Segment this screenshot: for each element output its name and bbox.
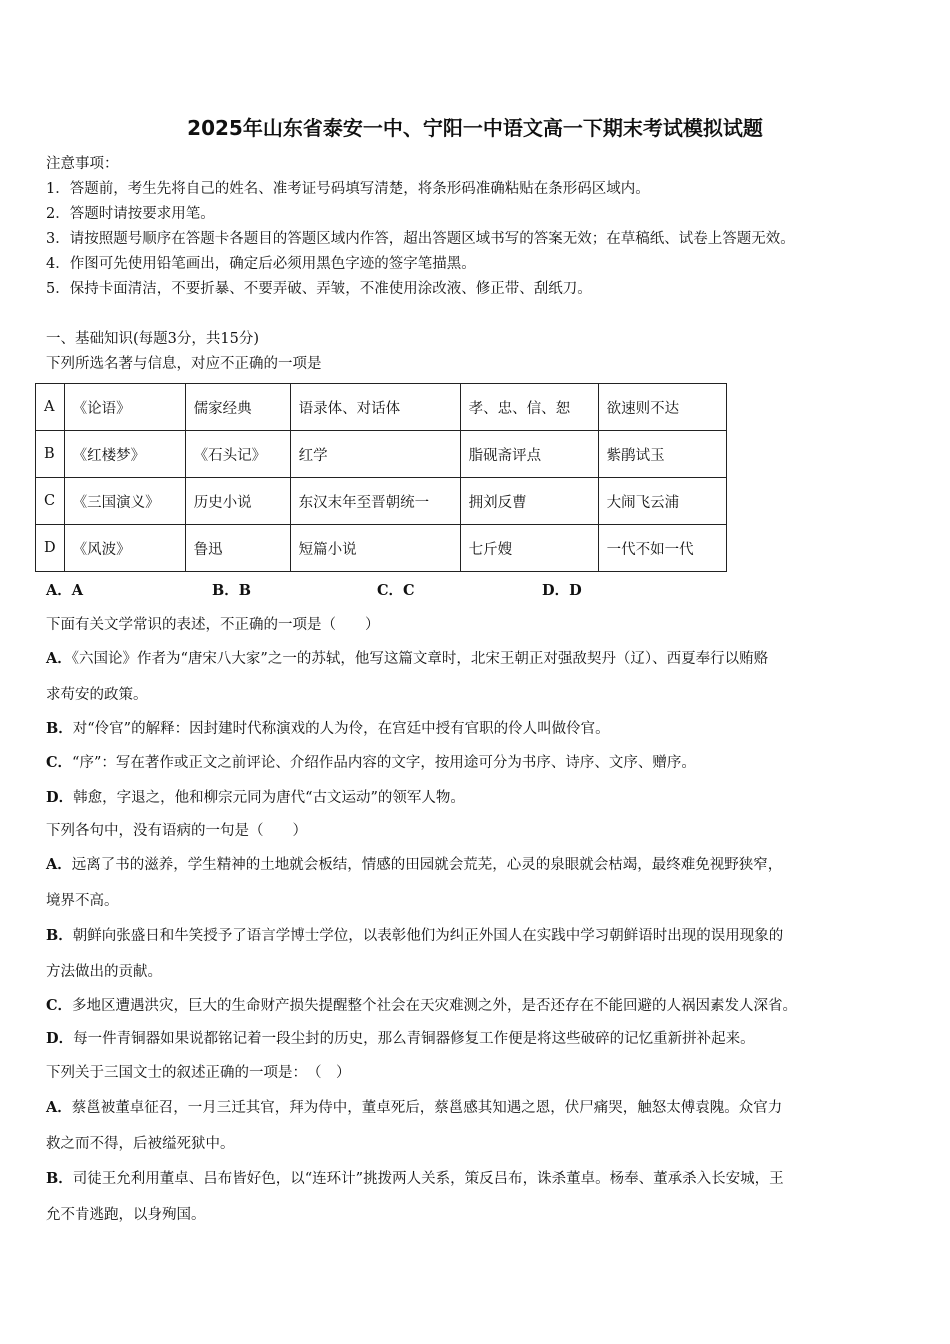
option-text: D．每一件青铜器如果说都铭记着一段尘封的历史，那么青铜器修复工作便是将这些破碎的记忆重新拼补起来。 [46, 1030, 755, 1047]
table-cell: 《红楼梦》 [64, 431, 185, 478]
page-title: 2025年山东省泰安一中、宁阳一中语文高一下期末考试模拟试题 [187, 116, 763, 140]
table-cell: 历史小说 [185, 478, 290, 525]
question-stem: 下列所选名著与信息，对应不正确的一项是 [46, 356, 322, 372]
option-text: A．蔡邕被董卓征召，一月三迁其官，拜为侍中，董卓死后，蔡邕感其知遇之恩，伏尸痛哭，触怒太傅袁隗。众官力 [46, 1099, 783, 1116]
option-text: B．朝鲜向张盛日和牛笑授予了语言学博士学位，以表彰他们为纠正外国人在实践中学习朝鲜语时出现的误用现象的 [46, 927, 784, 944]
notice-item: 5．保持卡面清洁，不要折暴、不要弄破、弄皱，不准使用涂改液、修正带、刮纸刀。 [46, 281, 592, 297]
table-cell: 一代不如一代 [598, 525, 726, 572]
question-stem: 下列关于三国文士的叙述正确的一项是： （ ） [46, 1065, 351, 1081]
notice-item: 1．答题前，考生先将自己的姓名、准考证号码填写清楚，将条形码准确粘贴在条形码区域内。 [46, 181, 650, 197]
notice-item: 3．请按照题号顺序在答题卡各题目的答题区域内作答，超出答题区域书写的答案无效；在草稿纸、试卷上答题无效。 [46, 231, 795, 247]
table-cell: 孝、忠、信、恕 [460, 384, 598, 431]
options-table [35, 383, 727, 572]
table-cell: 语录体、对话体 [290, 384, 460, 431]
table-cell: C [36, 478, 65, 525]
table-cell: 欲速则不达 [598, 384, 726, 431]
table-cell: 拥刘反曹 [460, 478, 598, 525]
choice-a: A．A [46, 582, 84, 599]
notice-item: 4．作图可先使用铅笔画出，确定后必须用黑色字迹的签字笔描黑。 [46, 256, 476, 272]
choice-d: D．D [542, 582, 582, 599]
table-cell: 《三国演义》 [64, 478, 185, 525]
section-heading: 一、基础知识(每题3分，共15分) [46, 331, 259, 347]
choice-c: C．C [377, 582, 415, 599]
notice-item: 2．答题时请按要求用笔。 [46, 206, 215, 222]
option-text: A．远离了书的滋养，学生精神的土地就会板结，情感的田园就会荒芜，心灵的泉眼就会枯竭，最终难免视野狭窄， [46, 856, 783, 873]
option-text: 允不肯逃跑，以身殉国。 [46, 1207, 206, 1223]
option-text: 境界不高。 [46, 893, 119, 909]
table-cell: 鲁迅 [185, 525, 290, 572]
table-cell: 红学 [290, 431, 460, 478]
table-cell: 脂砚斋评点 [460, 431, 598, 478]
option-text: B．对“伶官”的解释：因封建时代称演戏的人为伶，在宫廷中授有官职的伶人叫做伶官。 [46, 720, 610, 737]
table-row [36, 478, 727, 525]
option-text: 救之而不得，后被缢死狱中。 [46, 1136, 235, 1152]
choice-b: B．B [212, 582, 252, 599]
table-cell: 短篇小说 [290, 525, 460, 572]
option-text: A．《六国论》作者为“唐宋八大家”之一的苏轼，他写这篇文章时，北宋王朝正对强敌契丹（辽）、西夏奉行以贿赂 [46, 650, 769, 667]
table-cell: 东汉末年至晋朝统一 [290, 478, 460, 525]
table-cell: D [36, 525, 65, 572]
table-cell: A [36, 384, 65, 431]
table-cell: B [36, 431, 65, 478]
question-stem: 下列各句中，没有语病的一句是（ ） [46, 823, 307, 839]
table-cell: 七斤嫂 [460, 525, 598, 572]
table-cell: 儒家经典 [185, 384, 290, 431]
table-cell: 《石头记》 [185, 431, 290, 478]
table-cell: 《论语》 [64, 384, 185, 431]
option-text: C．“序”：写在著作或正文之前评论、介绍作品内容的文字，按用途可分为书序、诗序、文序、赠序。 [46, 754, 696, 771]
option-text: C．多地区遭遇洪灾，巨大的生命财产损失提醒整个社会在天灾难测之外，是否还存在不能回避的人祸因素发人深省。 [46, 997, 798, 1014]
table-cell: 《风波》 [64, 525, 185, 572]
table-cell: 大闹飞云浦 [598, 478, 726, 525]
notice-heading: 注意事项： [46, 156, 119, 172]
option-text: 方法做出的贡献。 [46, 964, 162, 980]
question-stem: 下面有关文学常识的表述，不正确的一项是（ ） [46, 617, 380, 633]
option-text: B．司徒王允利用董卓、吕布皆好色，以“连环计”挑拨两人关系，策反吕布，诛杀董卓。杨奉、董承杀入长安城，王 [46, 1170, 784, 1187]
option-text: 求苟安的政策。 [46, 687, 148, 703]
table-row [36, 431, 727, 478]
table-row [36, 525, 727, 572]
table-row [36, 384, 727, 431]
option-text: D．韩愈，字退之，他和柳宗元同为唐代“古文运动”的领军人物。 [46, 789, 465, 806]
table-cell: 紫鹃试玉 [598, 431, 726, 478]
